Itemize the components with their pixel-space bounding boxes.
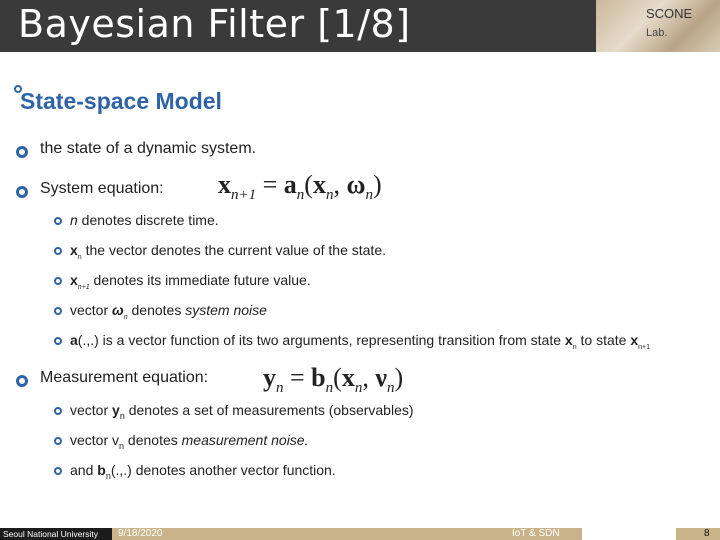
sub-bullet-icon: [54, 437, 62, 445]
sub-bullet-icon: [54, 407, 62, 415]
footer-university: Seoul National University: [3, 529, 98, 539]
state-vector-desc: $x_n$ the vector denotes the current value of the state.: [70, 242, 386, 261]
measurement-vector-desc: vector $y_n$ denotes a set of measurements (observables): [70, 402, 414, 421]
transition-function-desc: a(.,.) is a vector function of its two arguments, representing transition from state $x_n$ to state $x_{n+1}$: [70, 332, 650, 351]
bullet-icon: [16, 146, 28, 158]
measurement-noise-desc: vector $v_n$ denotes measurement noise.: [70, 432, 309, 451]
slide-title: Bayesian Filter [1/8]: [18, 2, 411, 46]
lab-name: SCONE: [646, 6, 693, 21]
measurement-function-desc: and $b_n(.,.)$ denotes another vector function.: [70, 462, 336, 481]
state-text: the state of a dynamic system.: [40, 140, 257, 157]
time-desc: n denotes discrete time.: [70, 212, 219, 228]
section-title: State-space Model: [20, 88, 222, 114]
sub-bullet-icon: [54, 467, 62, 475]
page-number: 8: [704, 528, 710, 539]
sub-bullet-icon: [54, 337, 62, 345]
footer-page-bar: [676, 528, 720, 540]
footer-course: IoT & SDN: [512, 528, 560, 539]
measurement-equation: $y_n = b_n(x_n$, $\nu_n$): [263, 363, 404, 397]
bullet-icon: [16, 375, 28, 387]
lab-subtitle: Lab.: [646, 27, 668, 39]
measurement-equation-label: Measurement equation:: [40, 369, 209, 386]
footer-date: 9/18/2020: [118, 528, 163, 539]
system-equation-label: System equation:: [40, 180, 164, 197]
system-equation: $x_{n+1} = a_n(x_n$, $\omega_n$): [218, 170, 382, 204]
sub-bullet-icon: [54, 277, 62, 285]
sub-bullet-icon: [54, 307, 62, 315]
system-noise-desc: vector $\omega_n$ denotes system noise: [70, 302, 267, 321]
bullet-icon: [16, 186, 28, 198]
sub-bullet-icon: [54, 247, 62, 255]
sub-bullet-icon: [54, 217, 62, 225]
future-state-desc: $x_{n+1}$ denotes its immediate future value.: [70, 272, 311, 291]
